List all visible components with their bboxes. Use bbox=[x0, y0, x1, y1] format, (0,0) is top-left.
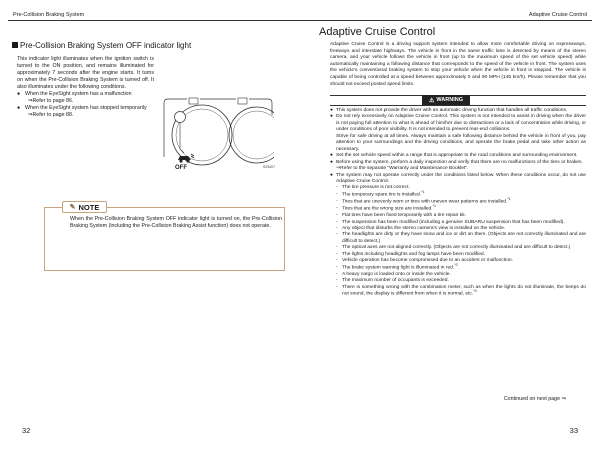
condition-text: The maximum number of occupants is exceeded. bbox=[342, 278, 449, 284]
dash-bullet-icon: - bbox=[336, 284, 338, 290]
indicator-description bbox=[17, 56, 154, 119]
condition-text: The headlights are dirty or they have snow and ice or dirt on them. (Objects are not correctly illuminated and are difficult to detect.) bbox=[342, 232, 586, 244]
condition-item bbox=[330, 262, 586, 272]
bullet-icon: ● bbox=[17, 105, 21, 112]
warning-label-text: WARNING bbox=[436, 97, 463, 103]
dash-bullet-icon: - bbox=[336, 251, 338, 257]
page-title: Adaptive Cruise Control bbox=[319, 26, 436, 38]
condition-list bbox=[330, 185, 586, 298]
dash-bullet-icon: - bbox=[336, 245, 338, 251]
condition-item bbox=[330, 189, 586, 199]
condition-list bbox=[17, 91, 154, 119]
bullet-icon: ● bbox=[330, 114, 333, 120]
figure-code: S03407 bbox=[263, 165, 276, 169]
page-reference-link[interactable]: ⇒Refer to page 88. bbox=[28, 112, 74, 119]
condition-text: The temporary spare tire is installed. bbox=[342, 192, 422, 198]
warning-label bbox=[422, 95, 470, 105]
section-heading-text: Pre-Collision Braking System OFF indicator light bbox=[20, 41, 192, 50]
header-rule bbox=[8, 20, 300, 21]
section-heading bbox=[12, 41, 191, 50]
warning-body bbox=[330, 108, 586, 298]
dash-bullet-icon: - bbox=[336, 191, 338, 197]
warning-bullet-text: Do not rely excessively on Adaptive Cruise Control. This system is not intended to assist in driving when the driver is not paying full attention to what is ahead of him/her due to distractions or a lack of concentration while driving, or under conditions of poor visibility. It is not intended to prevent rear-end collisions. bbox=[336, 114, 586, 133]
note-tab bbox=[62, 201, 107, 213]
running-head: Adaptive Cruise Control bbox=[528, 12, 587, 18]
page-number: 32 bbox=[22, 426, 31, 435]
warning-bullet bbox=[330, 114, 586, 133]
bullet-icon: ● bbox=[330, 172, 333, 178]
bullet-icon: ● bbox=[330, 153, 333, 159]
warning-bullet bbox=[330, 134, 586, 153]
dash-bullet-icon: - bbox=[336, 258, 338, 264]
condition-text: There is something wrong with the combination meter, such as when the lights do not illuminate, the beeps do not sound, the display is different from when it is normal, etc. bbox=[342, 284, 586, 297]
condition-text: Vehicle operation has become compromised due to an accident or malfunction. bbox=[342, 258, 513, 264]
car-warning-icon bbox=[176, 152, 196, 164]
condition-text: The tire pressure is not correct. bbox=[342, 185, 410, 191]
condition-text: Tires that are unevenly worn or tires with uneven wear patterns are installed. bbox=[342, 199, 508, 205]
condition-item bbox=[330, 285, 586, 299]
dash-bullet-icon: - bbox=[336, 226, 338, 232]
dash-bullet-icon: - bbox=[336, 232, 338, 238]
bullet-icon: ● bbox=[17, 91, 21, 98]
warning-triangle-icon: ⚠ bbox=[429, 97, 435, 104]
condition-text: Tires that are the wrong size are installed. bbox=[342, 206, 433, 212]
page-reference-link[interactable]: ⇒Refer to the separate "Warranty and Maintenance Booklet". bbox=[336, 166, 469, 172]
warning-bullet-text: Set the set vehicle speed within a range that is appropriate to the road conditions and surrounding environment. bbox=[336, 153, 578, 159]
indicator-intro: This indicator light illuminates when the ignition switch is turned to the ON position, and remains illuminated for approximately 7 seconds after the engine starts. It turns on when the Pre-Collision Braking System is turned off. It also illuminates under the following conditions. bbox=[17, 56, 154, 91]
condition-item bbox=[17, 91, 154, 105]
right-page bbox=[300, 0, 600, 450]
dash-bullet-icon: - bbox=[336, 219, 338, 225]
condition-item bbox=[330, 232, 586, 245]
dash-bullet-icon: - bbox=[336, 213, 338, 219]
warning-bullet-text: Strive for safe driving at all times. Always maintain a safe following distance behind the vehicle in front of you, pay attention to your surroundings and the driving conditions, and operate the brake pedal and take other action as necessary. bbox=[336, 133, 586, 152]
condition-text: When the EyeSight system has a malfunction bbox=[25, 91, 132, 98]
condition-text: Flat tires have been fixed temporarily with a tire repair kit. bbox=[342, 213, 466, 219]
page-reference-link[interactable]: ⇒Refer to page 86. bbox=[28, 98, 74, 105]
condition-text: The lights including headlights and fog lamps have been modified. bbox=[342, 251, 486, 257]
note-title: NOTE bbox=[78, 202, 100, 212]
condition-text: The suspension has been modified (including a genuine SUBARU suspension that has been modified). bbox=[342, 219, 565, 225]
dash-bullet-icon: - bbox=[336, 278, 338, 284]
off-indicator-label: OFF bbox=[175, 165, 187, 171]
condition-item bbox=[17, 105, 154, 119]
footnote-marker: *2 bbox=[454, 262, 458, 267]
warning-bullet-text: Before using the system, perform a daily inspection and verify that there are no malfunctions of the tires or brakes. bbox=[336, 159, 583, 165]
dash-bullet-icon: - bbox=[336, 185, 338, 191]
warning-header bbox=[330, 95, 586, 106]
page-number: 33 bbox=[569, 426, 578, 435]
warning-bullet-text: The system may not operate correctly under the conditions listed below. When these conditions occur, do not use Adaptive Cruise Control. bbox=[336, 172, 586, 184]
note-text: When the Pre-Collision Braking System OFF indicator light is turned on, the Pre-Collision Braking System (including the Pre-Collision Braking Assist function) does not operate. bbox=[70, 216, 282, 230]
footnote-marker: *1 bbox=[507, 196, 511, 201]
warning-bullet bbox=[330, 173, 586, 186]
dash-bullet-icon: - bbox=[336, 271, 338, 277]
dash-bullet-icon: - bbox=[336, 206, 338, 212]
header-rule bbox=[300, 20, 592, 21]
footnote-marker: *1 bbox=[421, 189, 425, 194]
warning-bullet-text: This system does not provide the driver with an automatic driving function that handles all traffic conditions. bbox=[336, 108, 568, 113]
condition-text: The brake system warning light is illuminated in red. bbox=[342, 265, 455, 271]
square-bullet-icon bbox=[12, 42, 18, 48]
condition-text: When the EyeSight system has stopped temporarily bbox=[25, 105, 147, 112]
footnote-marker: *3 bbox=[473, 289, 477, 294]
footnote-marker: *1 bbox=[432, 204, 436, 209]
pencil-icon: ✎ bbox=[69, 204, 76, 211]
running-head: Pre-Collision Braking System bbox=[13, 12, 85, 18]
intro-paragraph: Adaptive Cruise Control is a driving support system intended to allow more comfortable driving on expressways, freeways and interstate highways. The vehicle in front in the same traffic lane is detected by means of the stereo camera, and your vehicle follows the vehicle in front (up to the maximum speed of the set vehicle speed) while automatically maintaining a following distance that corresponds to the speed of the vehicle in front. The system uses the vehicle's conventional braking system to stop your vehicle when the vehicle in front is stopped. The vehicle is capable of being controlled at a speed between approximately 0 and 90 MPH (145 km/h). Please remember that you should not exceed posted speed limits. bbox=[330, 42, 586, 87]
bullet-icon: ● bbox=[330, 108, 333, 113]
continued-next-page: Continued on next page ⇒ bbox=[503, 396, 566, 402]
condition-text: The optical axes are not aligned correctly. (Objects are not correctly illuminated and are difficult to detect.) bbox=[342, 245, 571, 251]
dash-bullet-icon: - bbox=[336, 198, 338, 204]
dash-bullet-icon: - bbox=[336, 264, 338, 270]
condition-text: A heavy cargo is loaded onto or inside the vehicle. bbox=[342, 271, 451, 277]
bullet-icon: ● bbox=[330, 159, 333, 165]
condition-text: Any object that disturbs the stereo camera's view is installed on the vehicle. bbox=[342, 226, 506, 232]
warning-block bbox=[330, 95, 586, 391]
